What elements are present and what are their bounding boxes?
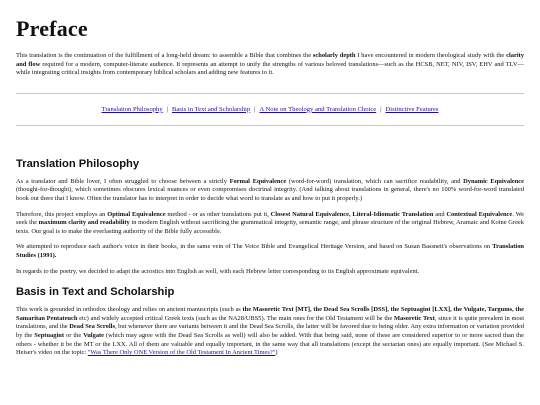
philosophy-paragraph-3 <box>16 243 524 260</box>
bold-run: clarity and flow <box>16 52 524 68</box>
bold-run: Dynamic Equivalence <box>463 177 525 185</box>
philosophy-paragraph-2 <box>16 211 524 237</box>
text-run: We attempted to reproduce each author's voice in their books, in the same vein of The Voice Bible and Evangelical Heritage Version, and based on Susan Bassnett's observations on <box>16 243 493 251</box>
text-run: , since it is quite prevalent in most translations, and the <box>16 314 524 331</box>
text-run: (which may agree with the Dead Sea Scrolls as well) will also be added. With that being said, none of these are considered superior to or more sacred than the others - whether it be the MT or the LXX. All of them are valuable and equally important, in the same way that all translations (except the sectarian ones) are equally important. (See Michael S. Heiser's video on the topic: <box>16 331 524 357</box>
bold-run: the Masoretic Text [MT], the Dead Sea Scrolls [DSS], the Septuagint [LXX], the Vulgate, Targums, the Samaritan Pentateuch <box>16 306 524 322</box>
basis-paragraph-1 <box>16 306 524 358</box>
text-run: , but whenever there are variants between it and the Dead Sea Scrolls, the latter will be favored due to being older. Any extra information or variation provided by the <box>16 323 524 339</box>
bold-run: Contextual Equivalence <box>446 210 513 218</box>
text-run: etc) and widely accepted critical Greek texts (such as the NA28/UBS5). The main ones for the Old Testament will be the <box>77 314 394 322</box>
text-run: . We seek the <box>16 210 524 227</box>
text-run: As a translator and Bible lover, I often struggled to choose between a strictly <box>16 177 230 185</box>
bold-run: Closest Natural Equivalence, Literal-Idiomatic Translation <box>270 210 434 218</box>
text-run: This work is grounded in orthodox theology and relies on ancient manuscripts (such as <box>16 306 243 314</box>
text-run: (thought-for-thought), which sometimes obscures lexical nuances or even compromises doctrinal integrity. (And talking about translations in general, there's no 100% word-for-word translated book out there that I know. Often the translator has to interpret in order to decide what word to translate as and how to put it properly.) <box>16 186 524 202</box>
toc-link-basis-in-text[interactable]: Basis in Text and Scholarship <box>171 105 251 113</box>
bold-run: Septuagint <box>34 331 64 339</box>
bold-run: Dead Sea Scrolls <box>69 323 115 331</box>
toc-separator: | <box>166 105 168 113</box>
text-run: (word-for-word) translation, which can sacrifice readability, and <box>286 177 464 185</box>
intro-paragraph <box>16 52 524 78</box>
heiser-video-link[interactable]: "Was There Only ONE Version of the Old Testament In Ancient Times?" <box>87 349 276 357</box>
toc-link-translation-philosophy[interactable]: Translation Philosophy <box>101 105 163 113</box>
bold-run: Masoretic Text <box>393 314 435 322</box>
bold-run: Formal Equivalence <box>229 177 287 185</box>
text-run: in modern English without sacrificing the grammatical integrity, semantic range, and phrase structure of the original Hebrew, Aramaic and Koine Greek texts. Our goal is to make the everlasting authority of the Bible fully accessible. <box>16 219 524 235</box>
toc-link-note-on-theology[interactable]: A Note on Theology and Translation Choice <box>259 105 377 113</box>
bold-run: Vulgate <box>83 331 105 339</box>
text-run: ) <box>275 349 278 357</box>
philosophy-paragraph-4: In regards to the poetry, we decided to adapt the acrostics into English as well, with each Hebrew letter corresponding to its English approximate equivalent. <box>16 267 420 275</box>
text-run: or the <box>63 331 84 339</box>
bold-run: scholarly depth <box>312 52 356 59</box>
text-run: This translation is the continuation of the fulfillment of a long-held dream: to assemble a Bible that combines the <box>16 52 313 59</box>
toc-separator: | <box>254 105 256 113</box>
bold-run: maximum clarity and readability <box>38 219 130 227</box>
bold-run: Translation Studies (1991). <box>16 243 524 259</box>
toc-separator: | <box>380 105 382 113</box>
section-heading-philosophy: Translation Philosophy <box>16 157 140 170</box>
table-of-contents <box>16 94 524 125</box>
bold-run: Optimal Equivalence <box>107 210 166 218</box>
section-heading-basis: Basis in Text and Scholarship <box>16 286 175 299</box>
page-title: Preface <box>16 16 88 41</box>
text-run: method - or as other translations put it, <box>165 210 271 218</box>
toc-link-distinctive-features[interactable]: Distinctive Features <box>385 105 439 113</box>
philosophy-paragraph-1 <box>16 178 524 204</box>
text-run: I have encountered in modern theological study with the <box>355 52 507 59</box>
text-run: Therefore, this project employs an <box>16 210 108 218</box>
text-run: required for a modern, computer-literate audience. It represents an attempt to unify the strengths of various beloved translations—such as the HCSB, NET, NIV, ISV, EHV and TLV—while integrating critical insights from contemporary biblical scholars and adding new features to it. <box>16 60 524 77</box>
text-run: and <box>433 210 447 218</box>
